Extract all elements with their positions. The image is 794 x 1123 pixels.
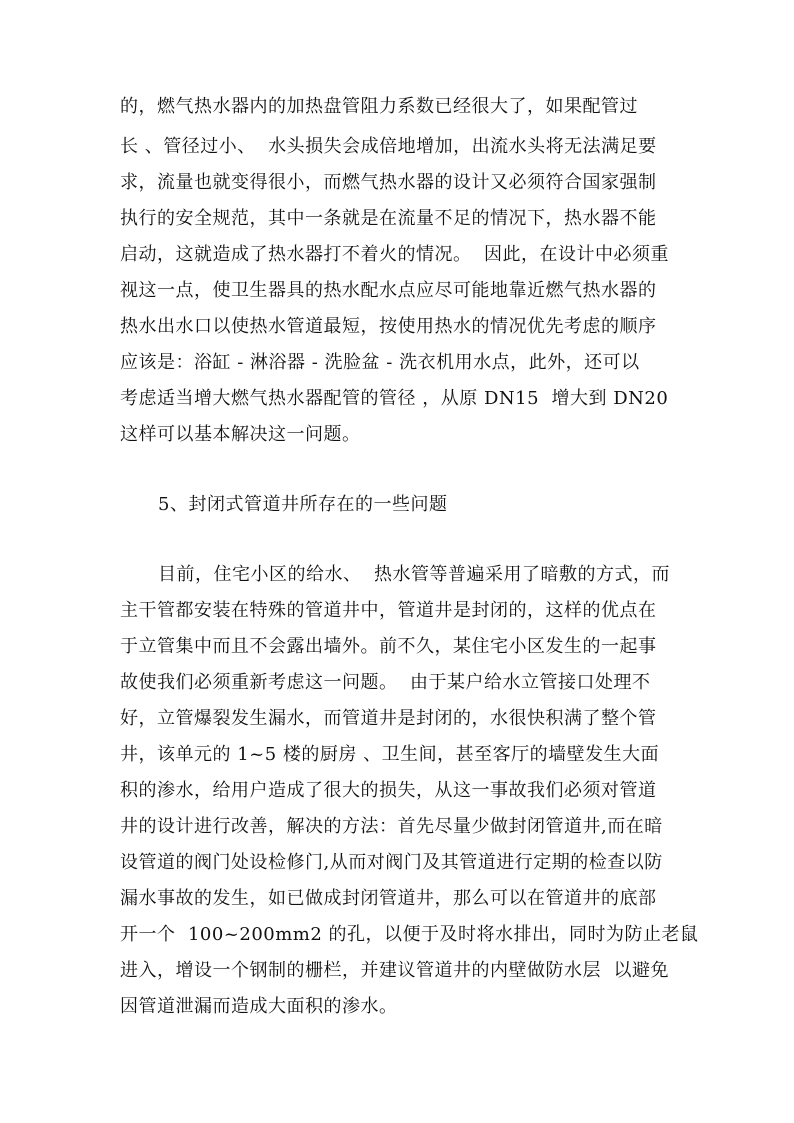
- paragraph-1-line: 视这一点，使卫生器具的热水配水点应尽可能地靠近燃气热水器的: [120, 280, 657, 301]
- paragraph-2-line: 于立管集中而且不会露出墙外。前不久，某住宅小区发生的一起事: [120, 636, 657, 657]
- paragraph-1-line: 热水出水口以使热水管道最短，按使用热水的情况优先考虑的顺序: [120, 316, 657, 337]
- paragraph-1-line: 求，流量也就变得很小，而燃气热水器的设计又必须符合国家强制: [120, 172, 657, 193]
- paragraph-1-line: 这样可以基本解决这一问题。: [120, 424, 361, 445]
- paragraph-2-line: 积的渗水，给用户造成了很大的损失，从这一事故我们必须对管道: [120, 780, 657, 801]
- paragraph-1-line: 的，燃气热水器内的加热盘管阻力系数已经很大了，如果配管过: [120, 96, 638, 117]
- paragraph-2-line: 漏水事故的发生，如已做成封闭管道井，那么可以在管道井的底部: [120, 888, 657, 909]
- paragraph-2-line: 故使我们必须重新考虑这一问题。 由于某户给水立管接口处理不: [120, 672, 651, 693]
- paragraph-2-line: 设管道的阀门处设检修门,从而对阀门及其管道进行定期的检查以防: [120, 852, 663, 873]
- paragraph-2-line: 因管道泄漏而造成大面积的渗水。: [120, 996, 398, 1017]
- paragraph-2-line: 开一个 100~200mm2 的孔，以便于及时将水排出，同时为防止老鼠: [120, 924, 699, 945]
- section-heading: 5、封闭式管道井所存在的一些问题: [158, 494, 448, 515]
- paragraph-2-line: 目前，住宅小区的给水、 热水管等普遍采用了暗敷的方式，而: [158, 564, 670, 585]
- paragraph-1-line: 启动，这就造成了热水器打不着火的情况。 因此，在设计中必须重: [120, 244, 669, 265]
- paragraph-1-line: 考虑适当增大燃气热水器配管的管径 ，从原 DN15 增大到 DN20: [120, 388, 669, 409]
- paragraph-1-line: 执行的安全规范，其中一条就是在流量不足的情况下，热水器不能: [120, 208, 657, 229]
- paragraph-2-line: 井，该单元的 1~5 楼的厨房 、卫生间，甚至客厅的墙壁发生大面: [120, 744, 660, 765]
- paragraph-1-line: 应该是：浴缸 - 淋浴器 - 洗脸盆 - 洗衣机用水点，此外，还可以: [120, 352, 640, 373]
- paragraph-2-line: 进入，增设一个钢制的栅栏，并建议管道井的内壁做防水层 以避免: [120, 960, 669, 981]
- paragraph-2-line: 好，立管爆裂发生漏水，而管道井是封闭的，水很快积满了整个管: [120, 708, 657, 729]
- paragraph-2-line: 井的设计进行改善，解决的方法：首先尽量少做封闭管道井,而在暗: [120, 816, 663, 837]
- paragraph-2-line: 主干管都安装在特殊的管道井中，管道井是封闭的，这样的优点在: [120, 600, 657, 621]
- paragraph-1-line: 长 、管径过小、 水头损失会成倍地增加，出流水头将无法满足要: [120, 136, 657, 157]
